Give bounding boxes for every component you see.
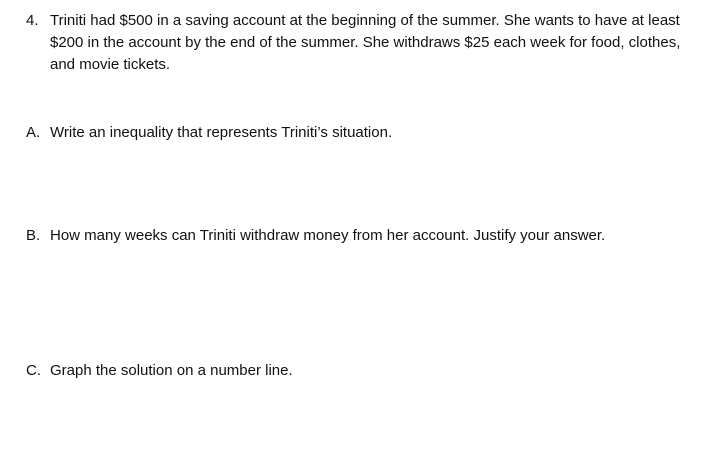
problem-text: Triniti had $500 in a saving account at the beginning of the summer. She wants to have at least $200 in the account by the end of the summer. She withdraws $25 each week for food, clothes, and movie tickets.: [50, 12, 681, 73]
part-c: [26, 360, 702, 382]
part-b: [26, 225, 702, 247]
part-c-label: C.: [26, 362, 41, 379]
part-a: [26, 122, 702, 144]
part-b-answer-space[interactable]: [26, 252, 702, 352]
part-a-question: Write an inequality that represents Triniti’s situation.: [50, 124, 393, 141]
part-b-label: B.: [26, 227, 41, 244]
problem-4: [26, 10, 702, 76]
part-a-answer-space[interactable]: [26, 148, 702, 218]
part-a-label: A.: [26, 124, 41, 141]
part-b-question: How many weeks can Triniti withdraw money from her account. Justify your answer.: [50, 227, 606, 244]
part-c-answer-space[interactable]: [26, 386, 702, 456]
problem-number: 4.: [26, 12, 39, 29]
part-c-question: Graph the solution on a number line.: [50, 362, 293, 379]
